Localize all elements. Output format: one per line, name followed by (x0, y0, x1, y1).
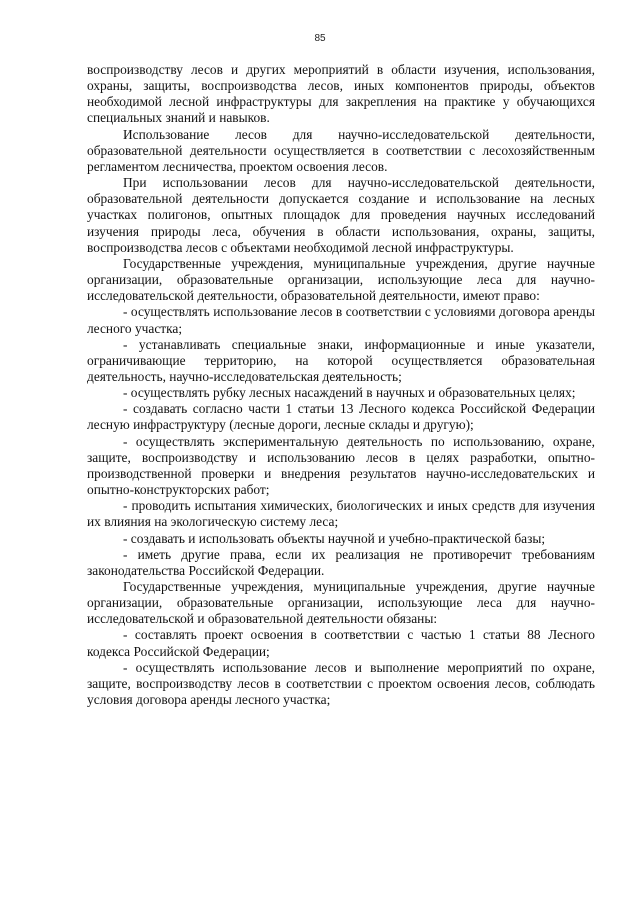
list-item: - создавать согласно части 1 статьи 13 Лесного кодекса Российской Федерации лесную инфраструктуру (лесные дороги, лесные склады и другую); (87, 401, 595, 433)
list-item: - создавать и использовать объекты научной и учебно-практической базы; (123, 530, 546, 546)
paragraph: воспроизводству лесов и других мероприятий в области изучения, использования, охраны, защиты, воспроизводства лесов, иных компонентов природы, объектов необходимой лесной инфраструктуры для закрепления на практике у обучающихся специальных знаний и навыков. (87, 62, 595, 126)
list-item: - проводить испытания химических, биологических и иных средств для изучения их влияния на экологическую систему леса; (87, 498, 595, 530)
paragraph: Государственные учреждения, муниципальные учреждения, другие научные организации, образовательные организации, использующие леса для научно-исследовательской деятельности, образовательной деятельности, имеют право: (87, 255, 595, 304)
paragraph: Государственные учреждения, муниципальные учреждения, другие научные организации, образовательные организации, использующие леса для научно-исследовательской и образовательной деятельности обязаны: (87, 579, 595, 627)
document-body (87, 62, 595, 708)
list-item: - составлять проект освоения в соответствии с частью 1 статьи 88 Лесного кодекса Российской Федерации; (87, 627, 595, 659)
list-item: - иметь другие права, если их реализация не противоречит требованиям законодательства Российской Федерации. (87, 546, 595, 578)
list-item: - осуществлять экспериментальную деятельность по использованию, охране, защите, воспроизводству и использованию лесов в целях разработки, опытно-производственной проверки и внедрения результатов научно-исследовательских и опытно-конструкторских работ; (87, 433, 595, 498)
list-item: - осуществлять использование лесов в соответствии с условиями договора аренды лесного участка; (87, 304, 595, 336)
list-item: - осуществлять использование лесов и выполнение мероприятий по охране, защите, воспроизводству лесов в соответствии с проектом освоения лесов, соблюдать условия договора аренды лесного участка; (87, 659, 595, 708)
page-number: 85 (314, 33, 326, 44)
list-item: - осуществлять рубку лесных насаждений в научных и образовательных целях; (123, 385, 576, 401)
paragraph: Использование лесов для научно-исследовательской деятельности, образовательной деятельности осуществляется в соответствии с лесохозяйственным регламентом лесничества, проектом освоения лесов. (87, 126, 595, 174)
paragraph: При использовании лесов для научно-исследовательской деятельности, образовательной деятельности допускается создание и использование на лесных участках полигонов, опытных площадок для проведения научных исследований изучения природы леса, обучения в области использования, охраны, защиты, воспроизводства лесов с объектами необходимой лесной инфраструктуры. (87, 175, 595, 255)
list-item: - устанавливать специальные знаки, информационные и иные указатели, ограничивающие территорию, на которой осуществляется образовательная деятельность, научно-исследовательская деятельность; (87, 336, 595, 384)
